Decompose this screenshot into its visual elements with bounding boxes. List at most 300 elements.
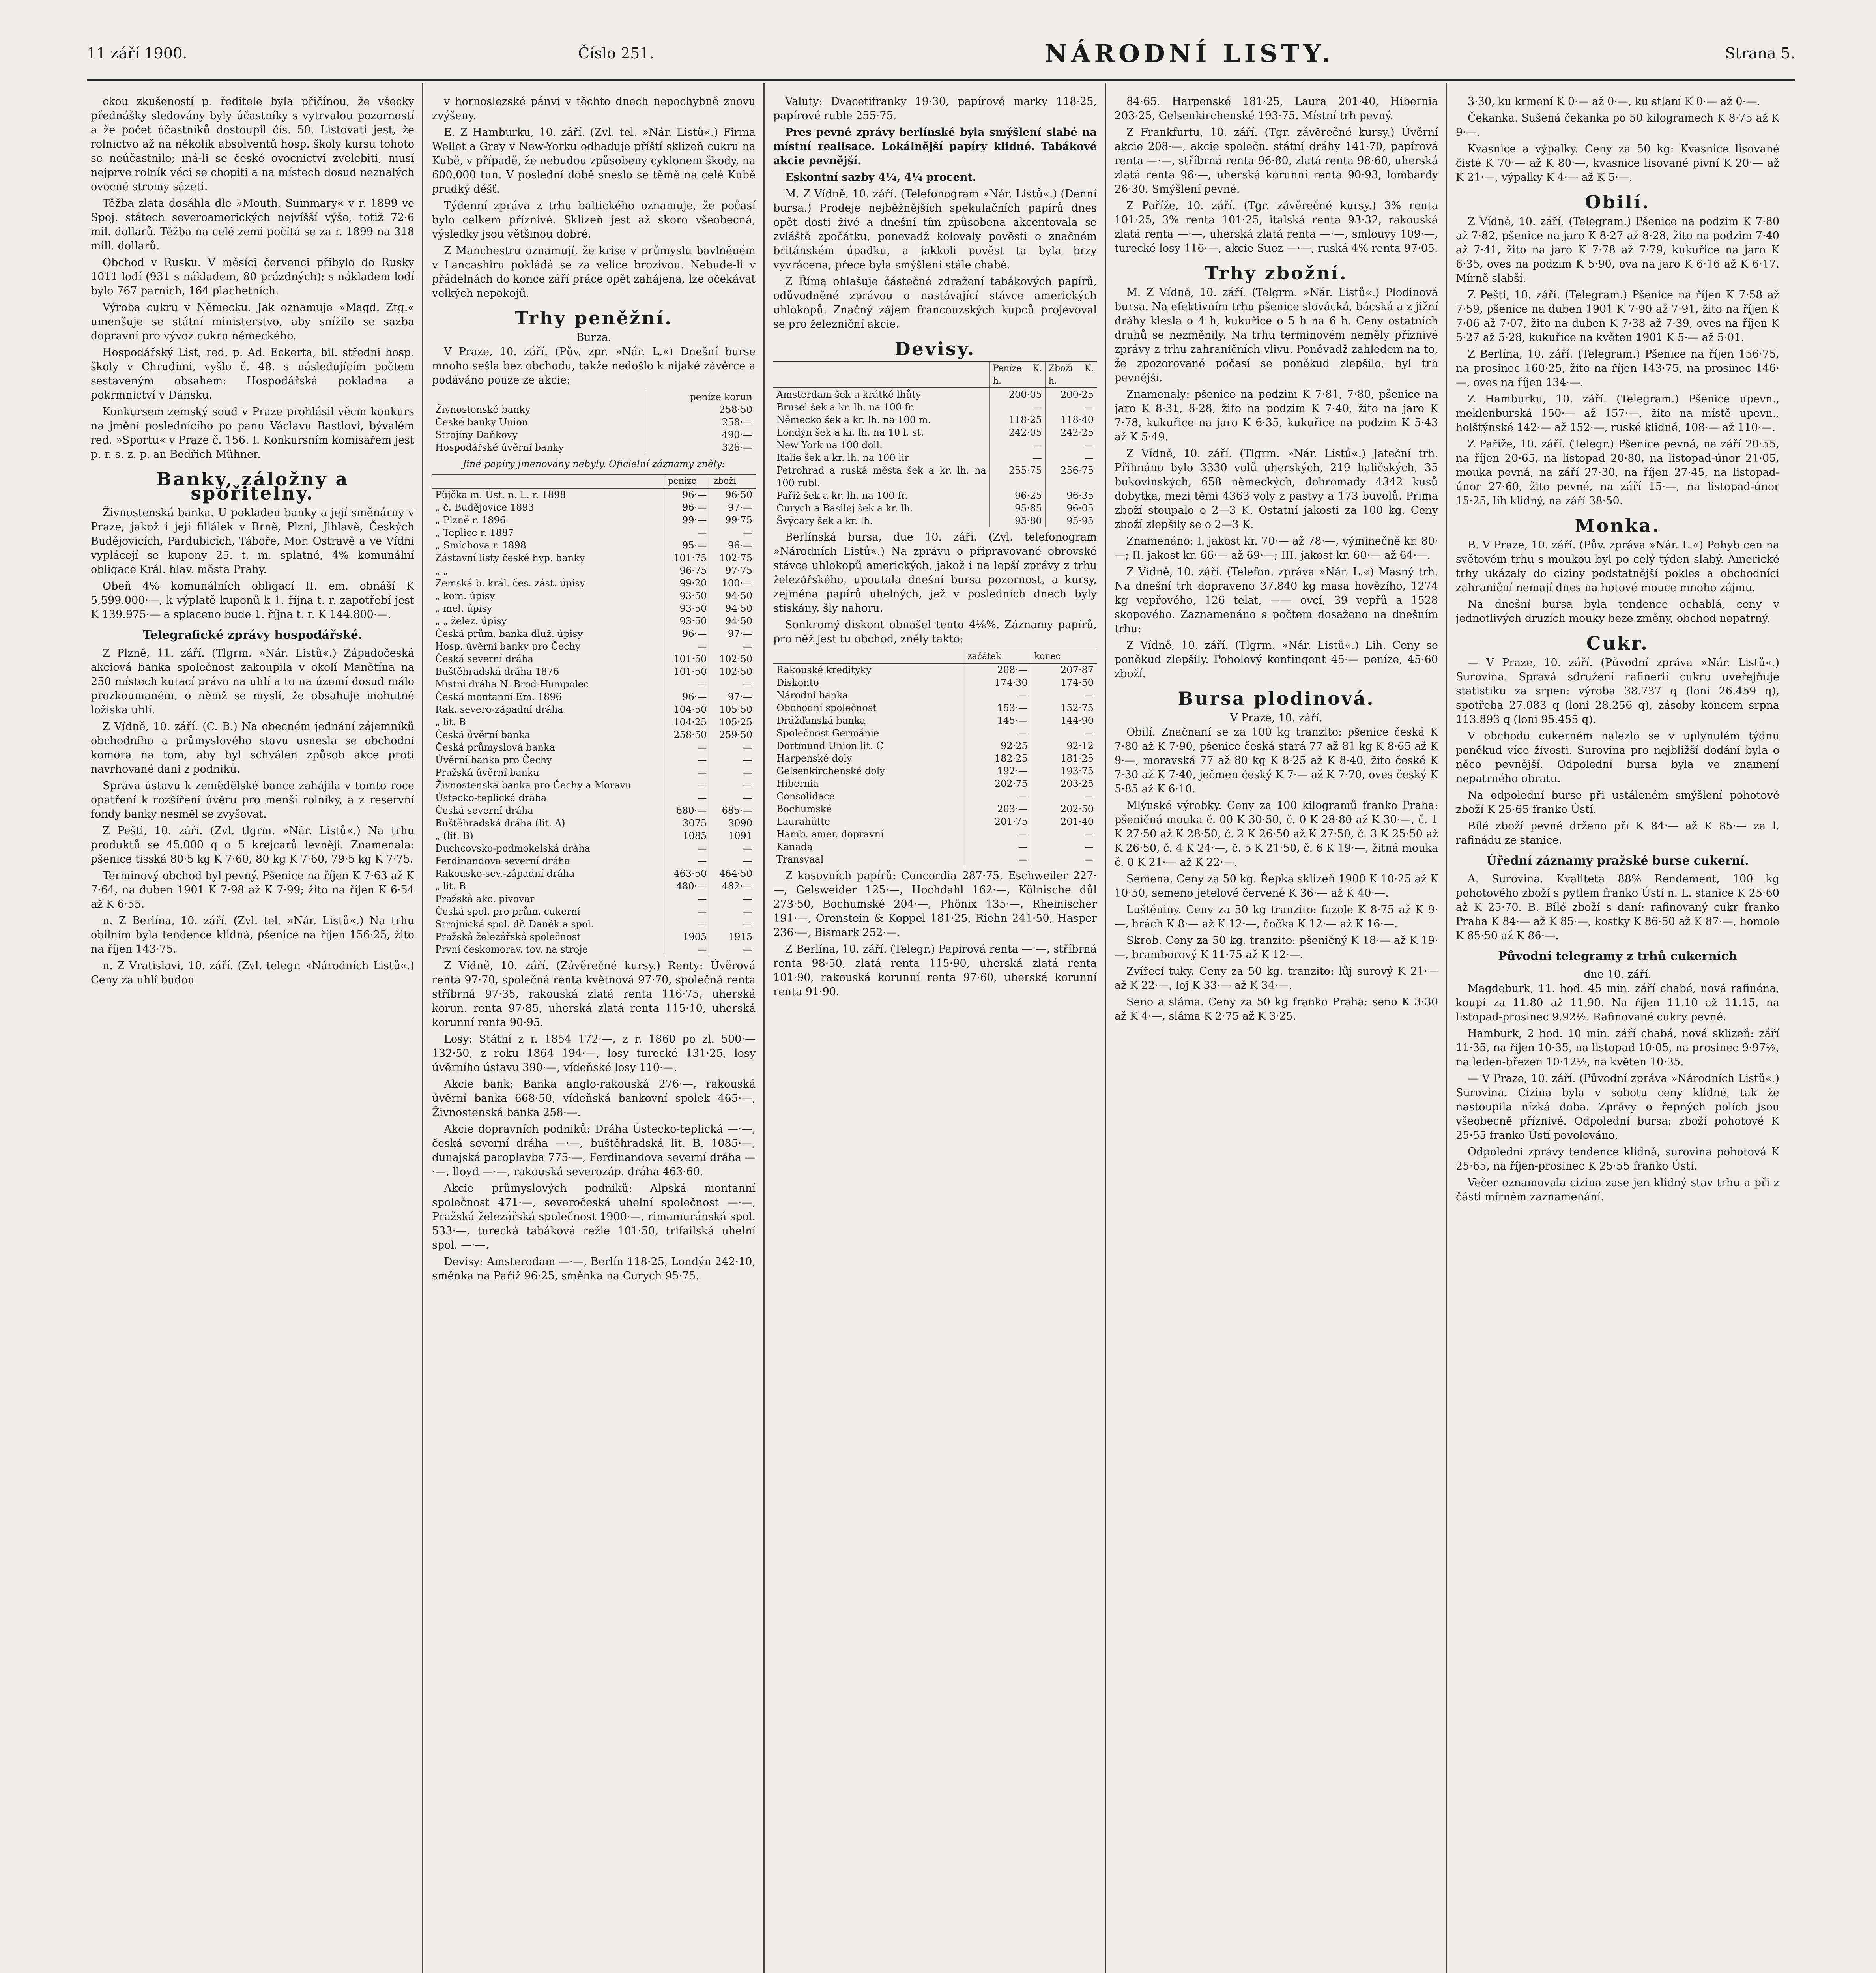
table-header-cell: konec (1031, 650, 1097, 663)
table-cell: 101·50 (664, 653, 710, 665)
table-cell: „ lit. B (435, 881, 466, 892)
article-text: Pres pevné zprávy berlínské byla smýšlení slabé na místní realisace. Lokálnější papíry klidné. Tabákové akcie pevnější. (773, 126, 1097, 167)
table-row (432, 653, 756, 665)
table-cell: Pražská úvěrní banka (435, 767, 539, 778)
table-cell: — (710, 640, 756, 653)
table-row (432, 842, 756, 855)
table-header-cell: začátek (964, 650, 1031, 663)
table-row (773, 828, 1097, 840)
table-cell: 464·50 (710, 867, 756, 880)
table-row (432, 526, 756, 539)
article-text: Z Pešti, 10. září. (Telegram.) Pšenice na říjen K 7·58 až 7·59, pšenice na duben 1901 K 7·90 až 7·91, žito na říjen K 7·06 až 7·07, žito na duben K 7·38 až 7·39, oves na říjen K 5·27 až 5·28, kukuřice na květen 1901 K 5·— až 5·01. (1456, 289, 1779, 344)
table-cell: 200·25 (1045, 388, 1097, 401)
devisy-table (773, 361, 1097, 527)
table-cell: 153·— (964, 702, 1031, 714)
table-row (773, 401, 1097, 414)
article-text: Hospodářský List, red. p. Ad. Eckerta, bil. středni hosp. školy v Chrudimi, vyšlo č. 48. s následujícím počtem sestaveným obsahem: Hospodářská pokladna a pokrmnictví v Dánsku. (91, 346, 414, 401)
article-text: M. Z Vídně, 10. září. (Telgrm. »Nár. Listů«.) Plodinová bursa. Na efektivním trhu pšenice slovácká, bácská a z jižní dráhy klesla o 4 h, kukuřice o 5 h na 6 h. Ceny ostatních druhů se nezměnily. Na trhu terminovém neměly příznivé zprávy z trhu zahraničních vlivu. Poněvadž zahledem na to, že zpozorované počasí se poněkud zlepšilo, byl trh pevnější. (1115, 286, 1438, 384)
table-cell: 102·75 (710, 552, 756, 564)
table-cell: Pražská akc. pivovar (435, 893, 535, 904)
table-cell: Česká spol. pro prům. cukerní (435, 906, 580, 917)
table-cell: 463·50 (664, 867, 710, 880)
article-text: Z Berlína, 10. září. (Telegram.) Pšenice na říjen 156·75, na prosinec 160·25, žito na říjen 143·75, na prosinec 146·—, oves na říjen 134·—. (1456, 348, 1779, 389)
table-cell: Půjčka m. Úst. n. L. r. 1898 (435, 489, 566, 500)
column-5 (1456, 95, 1779, 1973)
article-text: Bílé zboží pevné drženo při K 84·— až K 85·— za l. rafinádu ze stanice. (1456, 820, 1779, 846)
table-cell: „ (lit. B) (435, 830, 473, 841)
table-cell: — (710, 766, 756, 779)
column-3 (773, 95, 1097, 1973)
table-cell: 96·— (664, 501, 710, 514)
table-cell: — (664, 640, 710, 653)
table-cell: „ Plzně r. 1896 (435, 515, 506, 526)
article-text: Zvířecí tuky. Ceny za 50 kg. tranzito: lůj surový K 21·— až K 22·—, loj K 33·— až K 34·—. (1115, 965, 1438, 992)
table-row (432, 943, 756, 956)
article-text: B. V Praze, 10. září. (Pův. zpráva »Nár. L.«) Pohyb cen na světovém trhu s moukou byl po celý týden slabý. Americké trhy ukázaly do ciziny podstatnější pokles a obchodníci zahraniční nemají dnes na hotové mouce mnoho zájmu. (1456, 539, 1779, 594)
table-cell: — (1045, 451, 1097, 464)
table-row (773, 439, 1097, 451)
table-row (432, 590, 756, 602)
table-cell: 145·— (964, 714, 1031, 727)
article-text: Na dnešní bursa byla tendence ochablá, ceny v jednotlivých druzích mouky beze změny, obchod nepatrný. (1456, 598, 1779, 625)
table-cell: 96·— (664, 691, 710, 703)
table-row (432, 501, 756, 514)
table-cell: — (710, 779, 756, 792)
table-cell: Buštěhradská dráha (lit. A) (435, 818, 565, 829)
table-row (773, 426, 1097, 439)
table-row (773, 790, 1097, 803)
table-cell: 102·50 (710, 653, 756, 665)
table-cell: Rakouské kredityky (776, 665, 872, 676)
table-cell: — (1031, 727, 1097, 739)
table-cell: — (664, 678, 710, 691)
table-cell: Živnostenská banka pro Čechy a Moravu (435, 780, 632, 791)
table-row (432, 703, 756, 716)
table-cell: 94·50 (710, 590, 756, 602)
table-cell: Italie šek a kr. lh. na 100 lir (776, 452, 909, 463)
table-cell: — (964, 689, 1031, 702)
table-cell: 490·— (646, 429, 756, 441)
table-header-cell (432, 475, 664, 488)
table-cell: 96·— (664, 627, 710, 640)
table-cell: New York na 100 doll. (776, 440, 883, 451)
subsection-title: Burza. (576, 331, 612, 344)
column-divider (422, 83, 423, 1973)
table-row (432, 539, 756, 552)
table-row (432, 615, 756, 627)
table-cell: 95·— (664, 539, 710, 552)
article-text: Z Paříže, 10. září. (Tgr. závěrečné kursy.) 3% renta 101·25, 3% renta 101·25, italská renta 93·32, rakouská zlatá renta —·—, uherská zlatá renta —·—, smlouvy 109·—, turecké losy 116·—, akcie Suez —·—, ruská 4% renta 97·05. (1115, 200, 1438, 255)
article-text: Těžba zlata dosáhla dle »Mouth. Summary« v r. 1899 ve Spoj. státech severoamerických nejvíšší výše, totiž 72·6 mil. dollarů. Těžba na celé zemi počítá se za r. 1899 na 318 mill. dollarů. (91, 197, 414, 252)
article-text: Akcie dopravních podniků: Dráha Ústecko-teplická —·—, česká severní dráha —·—, buštěhradská lit. B. 1085·—, dunajská paroplavba 775·—, Ferdinandova severní dráha —·—, lloyd —·—, rakouská severozáp. dráha 463·60. (432, 1123, 756, 1178)
table-cell: Německo šek a kr. lh. na 100 m. (776, 414, 931, 425)
table-cell: — (989, 451, 1045, 464)
table-cell: Ústecko-teplická dráha (435, 792, 547, 803)
table-cell: Česká severní dráha (435, 653, 533, 665)
table-row (773, 489, 1097, 502)
table-cell: 95·80 (989, 515, 1045, 527)
table-cell: Místní dráha N. Brod-Humpolec (435, 679, 589, 690)
table-cell: 95·85 (989, 502, 1045, 515)
page-number: Strana 5. (1725, 45, 1795, 62)
column-4 (1115, 95, 1438, 1973)
table-row (773, 815, 1097, 828)
section-title: Telegrafické zprávy hospodářské. (142, 628, 363, 642)
table-cell: První českomorav. tov. na stroje (435, 944, 588, 955)
header-rule (87, 79, 1795, 81)
section-title: Monka. (1575, 515, 1661, 536)
table-row (432, 577, 756, 590)
table-row (432, 867, 756, 880)
table-cell: 258·50 (646, 403, 756, 416)
table-row (432, 564, 756, 577)
table-cell: 99·75 (710, 514, 756, 526)
table-cell: 207·87 (1031, 663, 1097, 676)
article-text: Terminový obchod byl pevný. Pšenice na říjen K 7·63 až K 7·64, na duben 1901 K 7·98 až K 7·99; žito na říjen K 6·54 až K 6·55. (91, 870, 414, 910)
table-cell: 100·— (710, 577, 756, 590)
article-text: V Praze, 10. září. (Pův. zpr. »Nár. L.«) Dnešní burse mnoho sešla bez obchodu, takže nedošlo k nijaké závěrce a podáváno pouze ze akcie: (432, 346, 756, 386)
article-text: Seno a sláma. Ceny za 50 kg franko Praha: seno K 3·30 až K 4·—, sláma K 2·75 až K 3·25. (1115, 996, 1438, 1022)
table-cell: 1905 (664, 930, 710, 943)
table-header-cell: peníze korun (646, 391, 756, 403)
table-row (432, 441, 756, 454)
article-text: Z Pešti, 10. září. (Zvl. tlgrm. »Nár. Listů«.) Na trhu produktů se 45.000 q o 5 krejcarů levněji. Znamenala: pšenice tisská 80·5 kg K 7·60, 80 kg K 7·60, 79·5 kg K 7·75. (91, 825, 414, 865)
table-cell: 118·25 (989, 414, 1045, 426)
table-cell: Pražská železářská společnost (435, 931, 581, 942)
table-cell: „ „ (435, 565, 448, 576)
table-cell: Curych a Basilej šek a kr. lh. (776, 503, 913, 514)
table-cell: 105·25 (710, 716, 756, 728)
table-cell: Česká montanní Em. 1896 (435, 691, 562, 702)
article-text: Znamenaly: pšenice na podzim K 7·81, 7·80, pšenice na jaro K 8·31, 8·28, žito na podzim K 7·40, žito na jaro K 7·78, kukuřice na jaro K 6·35, kukuřice na podzim K 5·43 až K 5·49. (1115, 388, 1438, 443)
article-text: Valuty: Dvacetifranky 19·30, papírové marky 118·25, papírové ruble 255·75. (773, 95, 1097, 122)
table-cell: Duchcovsko-podmokelská dráha (435, 843, 590, 854)
table-cell: Paříž šek a kr. lh. na 100 fr. (776, 490, 908, 501)
table-cell: — (964, 727, 1031, 739)
article-text: Losy: Státní z r. 1854 172·—, z r. 1860 po zl. 500·— 132·50, z roku 1864 194·—, losy turecké 131·25, losy úvěrního ústavu 390·—, vídeňské losy 110·—. (432, 1033, 756, 1074)
article-text: Obchod v Rusku. V měsíci červenci přibylo do Rusky 1011 lodí (931 s nákladem, 80 prázdných); s nákladem lodí bylo 767 parních, 164 plachetních. (91, 256, 414, 297)
table-cell: 93·50 (664, 615, 710, 627)
securities-table (432, 474, 756, 956)
table-cell: 96·25 (989, 489, 1045, 502)
table-cell: 202·75 (964, 777, 1031, 790)
article-text: Kvasnice a výpalky. Ceny za 50 kg: Kvasnice lisované čisté K 70·— až K 80·—, kvasnice lisované pivní K 20·— až K 21·—, výpalky K 4·— až K 5·—. (1456, 143, 1779, 183)
table-cell: Strojíny Daňkovy (435, 429, 518, 440)
table-cell: „ Smíchova r. 1898 (435, 540, 526, 551)
table-cell: — (1031, 689, 1097, 702)
table-cell: 144·90 (1031, 714, 1097, 727)
table-cell: Společnost Germánie (776, 728, 879, 739)
table-cell: Drážďanská banka (776, 715, 866, 726)
table-cell: 258·— (646, 416, 756, 429)
table-cell: 203·25 (1031, 777, 1097, 790)
article-text: Skrob. Ceny za 50 kg. tranzito: pšeničný K 18·— až K 19·—, bramborový K 11·75 až K 12·—. (1115, 934, 1438, 961)
table-cell: 104·25 (664, 716, 710, 728)
article-text: Znamenáno: I. jakost kr. 70·— až 78·—, výminečně kr. 80·—; II. jakost kr. 66·— až 69·—; III. jakost kr. 60·— až 64·—. (1115, 535, 1438, 562)
table-cell: — (964, 828, 1031, 840)
table-cell: Úvěrní banka pro Čechy (435, 754, 552, 766)
table-cell: 97·— (710, 627, 756, 640)
table-cell: — (710, 792, 756, 804)
table-cell: 242·05 (989, 426, 1045, 439)
table-row (432, 817, 756, 829)
table-cell: Londýn šek a kr. lh. na 10 l. st. (776, 427, 924, 438)
table-row (432, 391, 756, 403)
table-cell: Švýcary šek a kr. lh. (776, 515, 873, 526)
table-cell: Rak. severo-západní dráha (435, 704, 563, 715)
table-cell: 1915 (710, 930, 756, 943)
table-cell: — (710, 855, 756, 867)
table-cell: 181·25 (1031, 752, 1097, 765)
table-cell: Česká prům. banka dluž. úpisy (435, 628, 583, 639)
table-cell: Dortmund Union lit. C (776, 740, 883, 751)
table-cell: — (664, 943, 710, 956)
table-row (432, 488, 756, 501)
table-cell: 93·50 (664, 590, 710, 602)
table-cell: 93·50 (664, 602, 710, 615)
article-text: Hamburk, 2 hod. 10 min. září chabá, nová sklizeň: září 11·35, na říjen 10·35, na listopad 10·05, na prosinec 9·97½, na leden-březen 10·12½, na květen 10·35. (1456, 1028, 1779, 1068)
table-row (432, 728, 756, 741)
table-cell: 256·75 (1045, 464, 1097, 489)
table-cell: Harpenské doly (776, 753, 852, 764)
table-row (773, 388, 1097, 401)
table-cell: 174·50 (1031, 676, 1097, 689)
table-cell: 259·50 (710, 728, 756, 741)
table-cell: — (989, 401, 1045, 414)
table-cell: 101·50 (664, 665, 710, 678)
table-cell: — (1031, 853, 1097, 866)
table-row (432, 905, 756, 918)
table-header-cell (773, 362, 989, 388)
table-cell: — (710, 943, 756, 956)
table-cell: 99·— (664, 514, 710, 526)
table-row (432, 804, 756, 817)
article-text: Akcie průmyslových podniků: Alpská montanní společnost 471·—, severočeská uhelní společnost —·—, Pražská železářská společnost 1900·—, rimamuránská spol. 533·—, turecká tabáková režie 101·50, trifailská uhelní spol. —·—. (432, 1182, 756, 1251)
table-cell: 92·12 (1031, 739, 1097, 752)
section-title: Trhy peněžní. (514, 307, 673, 329)
table-cell: — (710, 741, 756, 754)
column-divider (763, 83, 765, 1973)
table-row (773, 714, 1097, 727)
table-row (773, 464, 1097, 489)
table-cell: 242·25 (1045, 426, 1097, 439)
table-cell: Petrohrad a ruská města šek a kr. lh. na 100 rubl. (776, 465, 986, 489)
article-text: Z Říma ohlašuje částečné zdražení tabákových papírů, odůvodněné zprávou o nastávající stávce amerických uhlokopů. Značný zájem francouzských kupců projevoval se pro železniční akcie. (773, 275, 1097, 330)
table-row (432, 403, 756, 416)
table-cell: 105·50 (710, 703, 756, 716)
section-title: Původní telegramy z trhů cukerních (1498, 949, 1737, 963)
table-row (773, 663, 1097, 676)
table-row (773, 853, 1097, 866)
table-row (773, 414, 1097, 426)
table-cell: 97·75 (710, 564, 756, 577)
table-cell: — (664, 754, 710, 766)
table-cell: Zástavní listy české hyp. banky (435, 552, 585, 563)
section-title: Bursa plodinová. (1178, 688, 1375, 709)
article-text: 84·65. Harpenské 181·25, Laura 201·40, Hibernia 203·25, Gelsenkirchenské 193·75. Místní trh pevný. (1115, 95, 1438, 122)
article-text: Na odpolední burse při ustáleném smýšlení pohotové zboží K 25·65 franko Ústí. (1456, 789, 1779, 816)
article-text: Živnostenská banka. U pokladen banky a její směnárny v Praze, jakož i její filiálek v Brně, Plzni, Jihlavě, Českých Budějovicích, Pardubicích, Táboře, Mor. Ostravě a ve Vídni vyplácejí se kupony 25. t. m. splatné, 4% komunální obligace Král. hlav. města Prahy. (91, 507, 414, 576)
table-header-cell: Peníze K. h. (989, 362, 1045, 388)
article-text: Magdeburk, 11. hod. 45 min. září chabé, nová rafinéna, koupí za 11.80 až 11.90. Na říjen 11.10 až 11.15, na listopad-prosinec 9.92½. Rafinované cukry pevné. (1456, 983, 1779, 1023)
table-cell: 94·50 (710, 615, 756, 627)
table-header-cell: zboží (710, 475, 756, 488)
table-cell: „ č. Budějovice 1893 (435, 502, 534, 513)
article-text: Z kasovních papírů: Concordia 287·75, Eschweiler 227·—, Gelsweider 125·—, Hochdahl 162·—, Kölnische důl 273·50, Bochumské 204·—, Phönix 135·—, Rheinischer 191·—, Orenstein & Koppel 181·25, Riehn 241·50, Hasper 236·—, Bismark 252·—. (773, 870, 1097, 939)
article-text: Z Vídně, 10. září. (Telefon. zpráva »Nár. L.«) Masný trh. Na dnešní trh dopraveno 37.840 kg masa hovězího, 1274 kg vepřového, 126 telat, —— ovcí, 39 vepřů a 1528 skopového. Zaznamenáno s počtem dosaženo na dnešním trhu: (1115, 566, 1438, 635)
table-row (773, 689, 1097, 702)
table-row (432, 893, 756, 905)
table-cell: Rakousko-sev.-západní dráha (435, 868, 575, 879)
table-cell: — (710, 842, 756, 855)
table-cell: Živnostenské banky (435, 404, 531, 415)
column-divider (1446, 83, 1447, 1973)
table-cell: — (664, 842, 710, 855)
table-row (773, 840, 1097, 853)
table-cell: — (964, 853, 1031, 866)
table-row (432, 829, 756, 842)
article-text: Luštěniny. Ceny za 50 kg tranzito: fazole K 8·75 až K 9·—, hrách K 8·— až K 12·—, čočka K 12·— až K 16·—. (1115, 904, 1438, 930)
table-cell: 192·— (964, 765, 1031, 777)
section-title: Úřední záznamy pražské burse cukerní. (1486, 854, 1749, 868)
table-cell: Hospodářské úvěrní banky (435, 442, 564, 453)
table-cell: 104·50 (664, 703, 710, 716)
table-header-cell: peníze (664, 475, 710, 488)
column-2 (432, 95, 756, 1973)
table-cell: „ „ želez. úpisy (435, 616, 507, 627)
table-cell (432, 391, 646, 403)
table-cell: — (710, 678, 756, 691)
table-cell: Consolidace (776, 791, 835, 802)
table-cell: — (664, 918, 710, 930)
article-text: — V Praze, 10. září. (Původní zpráva »Národních Listů«.) Surovina. Cizina byla v sobotu ceny klidné, tak že nastoupila nízká doba. Zprávy o řepných polích jsou všeobecně příznivé. Odpolední bursa: zboží pohotové K 25·55 franko Ústí povolováno. (1456, 1073, 1779, 1142)
berlin-quotes-table (773, 650, 1097, 866)
table-row (773, 502, 1097, 515)
article-text: Z Vídně, 10. září. (C. B.) Na obecném jednání zájemníků obchodního a průmyslového stavu usnesla se obchodní komora na tom, aby byl schválen způsob akce proti navrhované dani z podniků. (91, 721, 414, 775)
table-row (432, 918, 756, 930)
table-cell: Transvaal (776, 854, 824, 865)
table-cell: 480·— (664, 880, 710, 893)
table-cell: Obchodní společnost (776, 702, 877, 713)
table-cell: 208·— (964, 663, 1031, 676)
table-row (773, 777, 1097, 790)
table-cell: Gelsenkirchenské doly (776, 766, 885, 777)
table-cell: 92·25 (964, 739, 1031, 752)
table-cell: Diskonto (776, 677, 819, 688)
table-cell: 118·40 (1045, 414, 1097, 426)
article-text: Z Vídně, 10. září. (Telegram.) Pšenice na podzim K 7·80 až 7·82, pšenice na jaro K 8·27 až 8·28, žito na podzim 7·40 až 7·41, žito na jaro K 7·78 až 7·79, kukuřice na jaro K 6·35, oves na podzim K 5·90, ova na jaro K 6·16 až K 6·17. Mírně slabší. (1456, 215, 1779, 285)
table-cell: 96·— (664, 488, 710, 501)
table-cell: — (664, 779, 710, 792)
table-cell: — (664, 526, 710, 539)
subsection-title: V Praze, 10. září. (1230, 712, 1323, 724)
table-cell: Strojnická spol. dř. Daněk a spol. (435, 919, 594, 930)
article-text: ckou zkušeností p. ředitele byla přičínou, že všecky přednášky sledovány byly účastníky s vytrvalou pozorností a že počet účastníků dostoupil čís. 50. Listovati jest, že rolnictvo až na několik absolventů hosp. školy kursu tohoto se neúčastnilo; má-li se české ovocnictví zvelebiti, musí nejprve rolník věci se chopiti a na místech dosud neznalých ovocné stromy sázeti. (91, 95, 414, 193)
table-cell: 680·— (664, 804, 710, 817)
table-cell: — (710, 754, 756, 766)
table-cell: 96·05 (1045, 502, 1097, 515)
table-cell: — (664, 893, 710, 905)
table-row (432, 429, 756, 441)
table-cell: Buštěhradská dráha 1876 (435, 666, 559, 677)
table-row (773, 739, 1097, 752)
table-note: Jiné papíry jmenovány nebyly. Oficielní záznamy zněly: (462, 459, 725, 470)
table-cell: — (664, 905, 710, 918)
table-cell: České banky Union (435, 417, 528, 428)
table-cell: 202·50 (1031, 803, 1097, 815)
section-title: Trhy zbožní. (1205, 262, 1348, 284)
table-cell: Ferdinandova severní dráha (435, 855, 570, 867)
article-text: Z Hamburku, 10. září. (Telegram.) Pšenice upevn., meklenburská 150·— až 157·—, žito na místě upevn., holštýnské 142·— až 152·—, ruské klidné, 108·— až 110·—. (1456, 393, 1779, 434)
table-row (432, 741, 756, 754)
table-row (773, 451, 1097, 464)
article-text: Z Manchestru oznamují, že krise v průmyslu bavlněném v Lancashiru pokládá se za velice brozivou. Nebude-li v přádelnách do konce září práce opět zahájena, lze očekávat velkých nepokojů. (432, 245, 756, 300)
article-text: v hornoslezské pánvi v těchto dnech nepochybně znovu zvýšeny. (432, 95, 756, 122)
section-title: Devisy. (894, 338, 976, 359)
table-cell: — (710, 918, 756, 930)
table-cell: 97·— (710, 691, 756, 703)
table-cell: — (989, 439, 1045, 451)
table-cell: Česká severní dráha (435, 805, 533, 816)
article-text: Odpolední zprávy tendence klidná, surovina pohotová K 25·65, na říjen-prosinec K 25·55 franko Ústí. (1456, 1146, 1779, 1172)
section-title: Banky, záložny a spořitelny. (156, 468, 349, 504)
article-text: Konkursem zemský soud v Praze prohlásil věcm konkurs na jmění poslednícího po panu Václavu Bastlovi, bývalém red. »Sportu« v Praze č. 156. I. Konkursním komisařem jest p. r. s. z. p. an Bedřich Mühner. (91, 406, 414, 460)
article-text: V obchodu cukerném nalezlo se v uplynulém týdnu poněkud více živosti. Surovina pro nejbližší dodání byla o něco pevnější. Odpolední bursa byla ve znamení nepatrného obratu. (1456, 730, 1779, 785)
article-text: Výroba cukru v Německu. Jak oznamuje »Magd. Ztg.« umenšuje se státní ministerstvo, aby snížilo se sazba dopravní pro vývoz cukru německého. (91, 301, 414, 342)
article-text: Sonkromý diskont obnášel tento 4⅛%. Záznamy papírů, pro něž jest tu obchod, zněly takto: (773, 619, 1097, 645)
table-row (432, 514, 756, 526)
table-cell: — (710, 526, 756, 539)
table-row (432, 691, 756, 703)
table-row (432, 792, 756, 804)
table-cell: 193·75 (1031, 765, 1097, 777)
table-cell: — (1031, 828, 1097, 840)
page-header (87, 28, 1795, 79)
table-row (432, 678, 756, 691)
table-row (432, 640, 756, 653)
article-text: Obeň 4% komunálních obligací II. em. obnáší K 5,599.000·—, k výplatě kuponů k 1. října t. r. zapotřebí jest K 139.975·— a splaceno bude 1. října t. r. K 144.800·—. (91, 580, 414, 621)
article-text: Semena. Ceny za 50 kg. Řepka sklizeň 1900 K 10·25 až K 10·50, semeno jetelové červené K 36·— až K 40·—. (1115, 873, 1438, 899)
article-text: Správa ústavu k zemědělské bance zahájila v tomto roce opatření k rozšíření úvěru pro menší rolníky, a z reservní fondy banky nesměl se zvyšovat. (91, 780, 414, 820)
article-text: Z Vídně, 10. září. (Tlgrm. »Nár. Listů«.) Jateční trh. Přihnáno bylo 3330 volů uherských, 219 haličských, 35 bukovinských, 658 německých, dohromady 4342 kusů dobytka, mezi těmi 4363 voly z pastvy a 173 buvolů. Prima zboží stoupalo o 2—3 K. Ostatní jakosti za 100 kg. Ceny zboží zlepšily se o 2—3 K. (1115, 447, 1438, 531)
table-cell: 685·— (710, 804, 756, 817)
article-text: 3·30, ku krmení K 0·— až 0·—, ku stlaní K 0·— až 0·—. (1468, 95, 1760, 108)
article-text: n. Z Vratislavi, 10. září. (Zvl. telegr. »Národních Listů«.) Ceny za uhlí budou (91, 960, 414, 986)
table-row (432, 665, 756, 678)
table-header-cell: Zboží K. h. (1045, 362, 1097, 388)
article-text: Týdenní zpráva z trhu baltického oznamuje, že počasí bylo celkem příznivé. Sklizeň jest až skoro všeobecná, výsledky jsou většinou dobré. (432, 200, 756, 240)
table-cell: 182·25 (964, 752, 1031, 765)
article-text: Akcie bank: Banka anglo-rakouská 276·—, rakouská úvěrní banka 668·50, vídeňská bankovní spolek 465·—, Živnostenská banka 258·—. (432, 1078, 756, 1119)
table-cell: — (664, 766, 710, 779)
section-title: Obilí. (1585, 191, 1650, 213)
article-text: E. Z Hamburku, 10. září. (Zvl. tel. »Nár. Listů«.) Firma Wellet a Gray v New-Yorku odhaduje příští sklizeň cukru na Kubě, v případě, že nebudou způsobeny cyklonem škody, na 600.000 tun. V poslední době sneslo se těmě na celé Kubě prudký déšť. (432, 126, 756, 195)
table-row (432, 552, 756, 564)
table-cell: 95·95 (1045, 515, 1097, 527)
table-cell: Hibernia (776, 778, 819, 789)
table-cell: 1085 (664, 829, 710, 842)
table-cell: Zemská b. král. čes. zást. úpisy (435, 578, 585, 589)
table-cell: — (1031, 840, 1097, 853)
table-row (432, 716, 756, 728)
paper-title: NÁRODNÍ LISTY. (1045, 39, 1334, 68)
table-cell: „ lit. B (435, 717, 466, 728)
table-cell: 3075 (664, 817, 710, 829)
table-cell: Česká úvěrní banka (435, 729, 530, 740)
article-text: Obilí. Značnaní se za 100 kg tranzito: pšenice česká K 7·80 až K 7·90, pšenice česká stará 77 až 81 kg K 8·65 až K 9·—, moravská 77 až 80 kg K 8·25 až K 8·40, žito české K 7·30 až K 7·40, ječmen český K 7·— až K 7·70, oves český K 5·85 až K 6·10. (1115, 726, 1438, 795)
article-text: Z Paříže, 10. září. (Telegr.) Pšenice pevná, na září 20·55, na říjen 20·65, na listopad 20·80, na listopad-únor 21·05, mouka pevná, na září 27·30, na říjen 27·45, na listopad-únor 27·60, žito pevné, na září 15·—, na listopad-únor 15·25, líh klidný, na září 38·50. (1456, 438, 1779, 507)
table-cell: 102·50 (710, 665, 756, 678)
